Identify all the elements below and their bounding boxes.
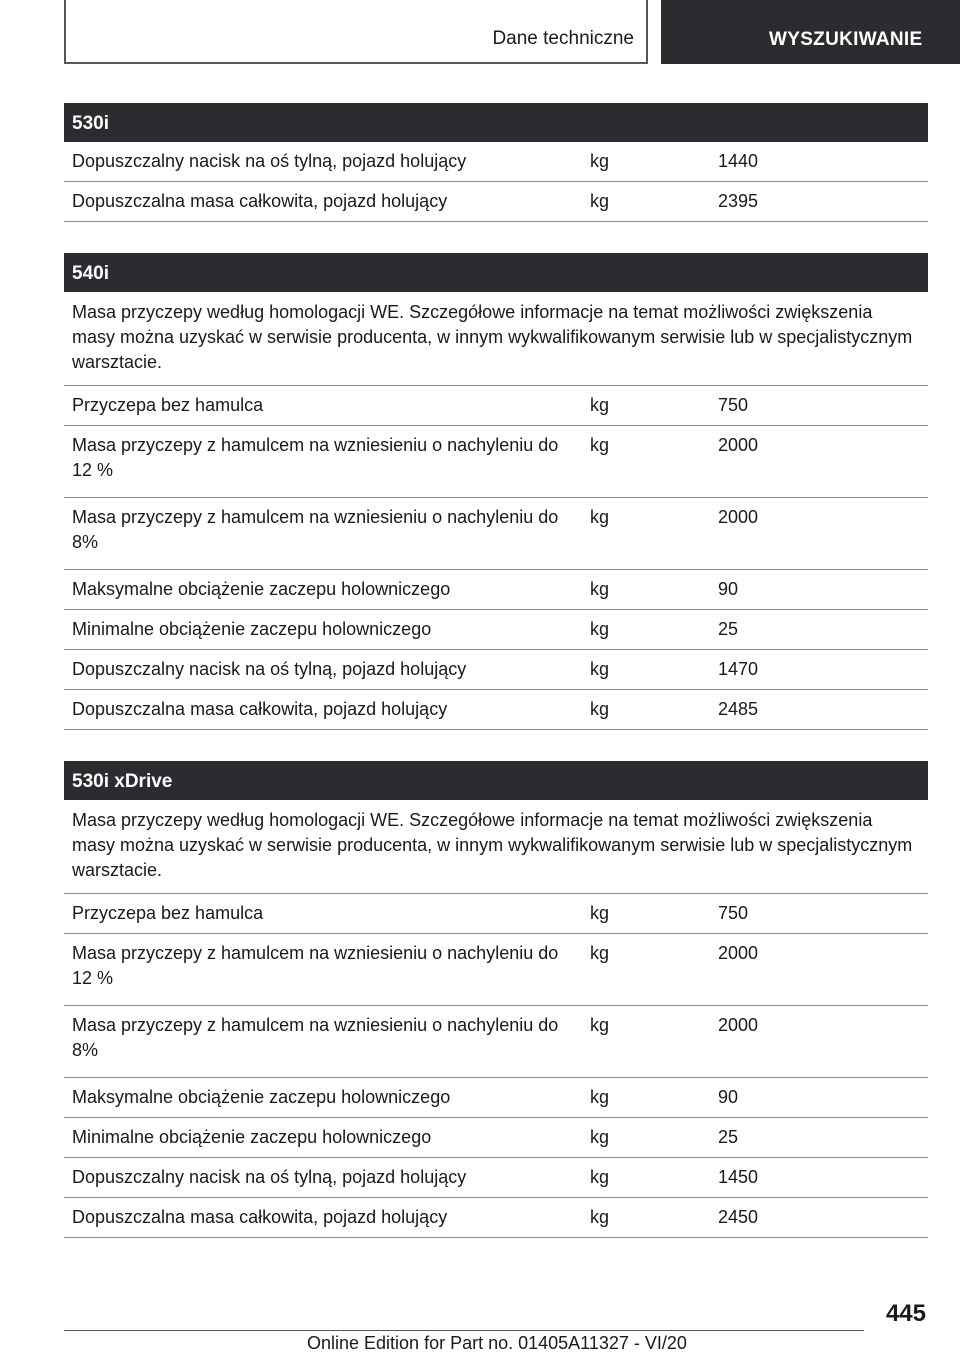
row-unit: kg bbox=[590, 579, 610, 599]
row-value: 1470 bbox=[718, 659, 759, 679]
table-row bbox=[64, 690, 928, 730]
table-row bbox=[64, 426, 928, 498]
table-row bbox=[64, 610, 928, 650]
row-label: Maksymalne obciążenie zaczepu holowniczego bbox=[72, 1087, 451, 1107]
footer-divider bbox=[64, 1330, 864, 1331]
table-row bbox=[64, 1198, 928, 1238]
row-label: Dopuszczalny nacisk na oś tylną, pojazd holujący bbox=[72, 659, 467, 679]
row-unit: kg bbox=[590, 1167, 610, 1187]
row-label: Dopuszczalna masa całkowita, pojazd holujący bbox=[72, 1207, 448, 1227]
row-unit: kg bbox=[590, 659, 610, 679]
search-tab[interactable] bbox=[661, 0, 960, 64]
row-value: 1440 bbox=[718, 151, 759, 171]
row-unit: kg bbox=[590, 395, 610, 415]
row-value: 90 bbox=[718, 1087, 739, 1107]
page-number: 445 bbox=[885, 1300, 926, 1327]
table-row bbox=[64, 498, 928, 570]
row-label: Przyczepa bez hamulca bbox=[72, 903, 264, 923]
header-section-tab[interactable] bbox=[64, 0, 648, 64]
table-row bbox=[64, 1006, 928, 1078]
row-value: 2395 bbox=[718, 191, 759, 211]
row-value: 25 bbox=[718, 1127, 739, 1147]
row-unit: kg bbox=[590, 507, 610, 527]
row-label: Masa przyczepy z hamulcem na wzniesieniu o nachyleniu do 12 % bbox=[72, 943, 559, 988]
block-note: Masa przyczepy według homologacji WE. Szczegółowe informacje na temat możliwości zwiększenia masy można uzyskać w serwisie producenta, w innym wykwalifikowanym serwisie lub w specjalistycznym warsztacie. bbox=[64, 800, 928, 894]
block-title: 540i bbox=[64, 253, 928, 292]
row-unit: kg bbox=[590, 1127, 610, 1147]
row-label: Masa przyczepy z hamulcem na wzniesieniu o nachyleniu do 8% bbox=[72, 507, 559, 552]
table-row bbox=[64, 1118, 928, 1158]
row-value: 750 bbox=[718, 395, 749, 415]
table-row bbox=[64, 386, 928, 426]
row-label: Minimalne obciążenie zaczepu holowniczego bbox=[72, 1127, 432, 1147]
row-label: Dopuszczalna masa całkowita, pojazd holujący bbox=[72, 191, 448, 211]
spec-content bbox=[64, 103, 928, 1269]
row-label: Dopuszczalny nacisk na oś tylną, pojazd holujący bbox=[72, 151, 467, 171]
table-row bbox=[64, 182, 928, 222]
table-row bbox=[64, 934, 928, 1006]
row-label: Masa przyczepy z hamulcem na wzniesieniu o nachyleniu do 8% bbox=[72, 1015, 559, 1060]
row-value: 2485 bbox=[718, 699, 759, 719]
spec-block-530i-xdrive bbox=[64, 761, 928, 1238]
row-unit: kg bbox=[590, 1015, 610, 1035]
search-label: WYSZUKIWANIE bbox=[769, 29, 923, 50]
row-unit: kg bbox=[590, 903, 610, 923]
row-label: Minimalne obciążenie zaczepu holowniczego bbox=[72, 619, 432, 639]
row-unit: kg bbox=[590, 1087, 610, 1107]
row-value: 750 bbox=[718, 903, 749, 923]
spec-block-540i bbox=[64, 253, 928, 730]
table-row bbox=[64, 142, 928, 182]
block-note: Masa przyczepy według homologacji WE. Szczegółowe informacje na temat możliwości zwiększenia masy można uzyskać w serwisie producenta, w innym wykwalifikowanym serwisie lub w specjalistycznym warsztacie. bbox=[64, 292, 928, 386]
table-row bbox=[64, 570, 928, 610]
section-title: Dane techniczne bbox=[492, 28, 634, 49]
row-unit: kg bbox=[590, 619, 610, 639]
row-unit: kg bbox=[590, 151, 610, 171]
row-value: 2450 bbox=[718, 1207, 759, 1227]
table-row bbox=[64, 894, 928, 934]
row-label: Masa przyczepy z hamulcem na wzniesieniu o nachyleniu do 12 % bbox=[72, 435, 559, 480]
table-row bbox=[64, 1158, 928, 1198]
block-title: 530i bbox=[64, 103, 928, 142]
table-row bbox=[64, 650, 928, 690]
row-value: 90 bbox=[718, 579, 739, 599]
edition-line: Online Edition for Part no. 01405A11327 - VI/20 bbox=[307, 1333, 687, 1353]
row-label: Dopuszczalna masa całkowita, pojazd holujący bbox=[72, 699, 448, 719]
row-value: 2000 bbox=[718, 507, 759, 527]
row-value: 2000 bbox=[718, 943, 759, 963]
row-value: 2000 bbox=[718, 435, 759, 455]
row-value: 2000 bbox=[718, 1015, 759, 1035]
row-unit: kg bbox=[590, 943, 610, 963]
row-value: 1450 bbox=[718, 1167, 759, 1187]
row-unit: kg bbox=[590, 435, 610, 455]
row-unit: kg bbox=[590, 699, 610, 719]
row-label: Przyczepa bez hamulca bbox=[72, 395, 264, 415]
row-label: Dopuszczalny nacisk na oś tylną, pojazd holujący bbox=[72, 1167, 467, 1187]
spec-block-530i bbox=[64, 103, 928, 222]
block-title: 530i xDrive bbox=[64, 761, 928, 800]
row-unit: kg bbox=[590, 1207, 610, 1227]
row-label: Maksymalne obciążenie zaczepu holowniczego bbox=[72, 579, 451, 599]
row-value: 25 bbox=[718, 619, 739, 639]
row-unit: kg bbox=[590, 191, 610, 211]
table-row bbox=[64, 1078, 928, 1118]
